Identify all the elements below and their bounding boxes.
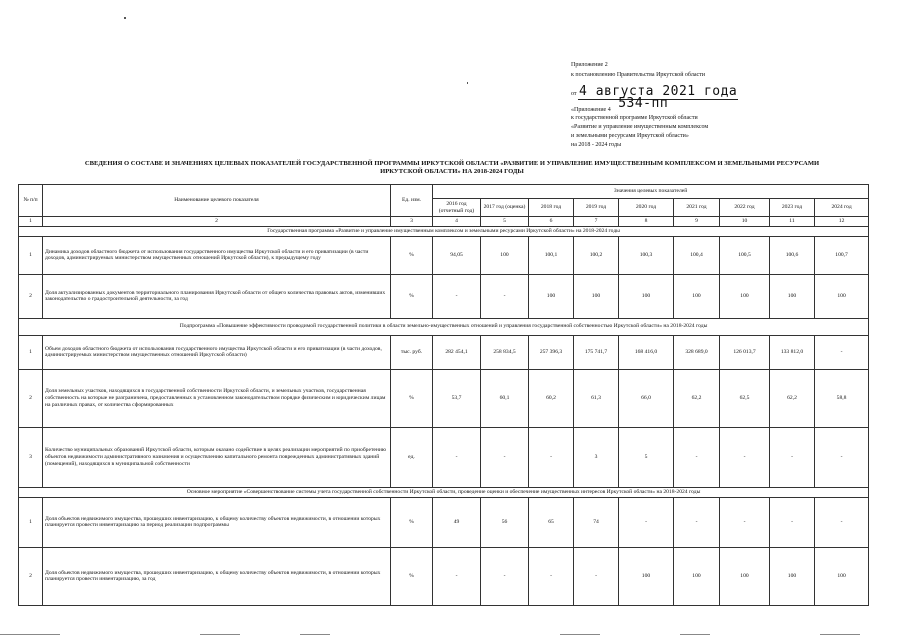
row-value: 100 (815, 547, 869, 605)
row-num: 1 (19, 497, 43, 547)
table-row (19, 497, 869, 547)
row-value: - (433, 274, 481, 318)
row-unit: % (391, 274, 433, 318)
row-value: 100 (619, 547, 674, 605)
row-value: 74 (574, 497, 619, 547)
row-value: 100 (720, 274, 770, 318)
col-number: 7 (574, 217, 619, 227)
document-title (18, 160, 886, 176)
row-value: 62,2 (674, 369, 720, 427)
row-value: 100,3 (619, 236, 674, 274)
appendix-program-name: «Развитие и управление имущественным комплексом (571, 124, 709, 130)
row-value: - (481, 547, 529, 605)
row-unit: % (391, 497, 433, 547)
col-number: 6 (529, 217, 574, 227)
header-2024: 2024 год (815, 199, 869, 217)
row-value: 133 812,0 (770, 335, 815, 369)
column-numbers-row (19, 217, 869, 227)
row-value: 100 (529, 274, 574, 318)
appendix-program: к государственной программе Иркутской области (571, 115, 698, 121)
row-name: Объем доходов областного бюджета от использования государственного имущества Иркутской области и его приватизации (в части доходов, администрируемых министерством имущественных отношений Иркутской области) (43, 335, 391, 369)
row-value: 65 (529, 497, 574, 547)
row-value: 257 396,3 (529, 335, 574, 369)
appendix-ref: «Приложение 4 (571, 107, 611, 113)
row-value: - (674, 427, 720, 487)
document-title-line2: ИРКУТСКОЙ ОБЛАСТИ» НА 2018-2024 ГОДЫ (380, 168, 524, 175)
row-value: 100 (815, 274, 869, 318)
row-value: - (815, 497, 869, 547)
col-number: 11 (770, 217, 815, 227)
header-2022: 2022 год (720, 199, 770, 217)
row-value: 58,8 (815, 369, 869, 427)
header-name: Наименование целевого показателя (43, 185, 391, 217)
row-value: 100 (619, 274, 674, 318)
row-unit: % (391, 236, 433, 274)
row-value: 175 741,7 (574, 335, 619, 369)
col-number: 9 (674, 217, 720, 227)
scan-edge-artifact (680, 634, 710, 635)
row-unit: ед. (391, 427, 433, 487)
row-value: - (574, 547, 619, 605)
header-num: № п/п (19, 185, 43, 217)
scan-edge-artifact (560, 634, 600, 635)
row-value: 100 (674, 547, 720, 605)
row-value: - (619, 497, 674, 547)
row-num: 2 (19, 274, 43, 318)
row-value: 100,6 (770, 236, 815, 274)
indicators-table (18, 184, 869, 606)
row-value: 100 (574, 274, 619, 318)
row-value: 100 (770, 274, 815, 318)
header-unit: Ед. изм. (391, 185, 433, 217)
row-value: 66,0 (619, 369, 674, 427)
row-value: 328 689,0 (674, 335, 720, 369)
header-2021: 2021 год (674, 199, 720, 217)
row-value: 126 013,7 (720, 335, 770, 369)
col-number: 4 (433, 217, 481, 227)
appendix-resolution: к постановлению Правительства Иркутской области (571, 72, 705, 78)
row-unit: % (391, 547, 433, 605)
col-number: 12 (815, 217, 869, 227)
row-num: 1 (19, 236, 43, 274)
row-num: 1 (19, 335, 43, 369)
row-value: 258 834,5 (481, 335, 529, 369)
section-subprogram: Подпрограмма «Повышение эффективности проводимой государственной политики в области земельно-имущественных отношений и управления государственной собственностью Иркутской области» на 2018-2024 годы (19, 318, 869, 335)
row-value: 100,5 (720, 236, 770, 274)
table-row (19, 547, 869, 605)
resolution-number: 534-пп (618, 96, 669, 111)
section-program: Государственная программа «Развитие и управление имущественным комплексом и земельными ресурсами Иркутской области» на 2018-2024 годы (19, 227, 869, 237)
row-value: 62,2 (770, 369, 815, 427)
row-value: 100,1 (529, 236, 574, 274)
resolution-date: 4 августа 2021 года (579, 84, 738, 99)
table-row (19, 335, 869, 369)
row-value: 100 (674, 274, 720, 318)
row-num: 2 (19, 547, 43, 605)
row-value: 100 (481, 236, 529, 274)
row-value: 49 (433, 497, 481, 547)
row-unit: тыс. руб. (391, 335, 433, 369)
row-value: - (433, 547, 481, 605)
row-value: 3 (574, 427, 619, 487)
row-value: - (529, 547, 574, 605)
appendix-title: Приложение 2 (571, 62, 608, 68)
appendix-program-name-2: и земельными ресурсами Иркутской области» (571, 133, 689, 139)
scan-edge-artifact (300, 634, 330, 635)
appendix-program-years: на 2018 - 2024 годы (571, 142, 622, 148)
section-main-activity: Основное мероприятие «Совершенствование системы учета государственной собственности Иркутской области, проведение оценки и обеспечение имущественных интересов Иркутской области» на 2018-2024 годы (19, 487, 869, 497)
header-2019: 2019 год (574, 199, 619, 217)
col-number: 2 (43, 217, 391, 227)
row-value: - (720, 427, 770, 487)
scan-edge-artifact (820, 634, 860, 635)
row-value: - (674, 497, 720, 547)
row-value: 60,2 (529, 369, 574, 427)
row-value: 100 (720, 547, 770, 605)
row-value: 60,1 (481, 369, 529, 427)
row-num: 2 (19, 369, 43, 427)
row-value: - (815, 427, 869, 487)
row-value: 62,5 (720, 369, 770, 427)
row-value: 100,7 (815, 236, 869, 274)
header-values-group: Значения целевых показателей (433, 185, 869, 199)
row-value: - (481, 427, 529, 487)
table-row (19, 427, 869, 487)
col-number: 3 (391, 217, 433, 227)
header-2017: 2017 год (оценка) (481, 199, 529, 217)
row-name: Доля объектов недвижимого имущества, прошедших инвентаризацию, к общему количеству объектов недвижимости, в отношении которых планируется провести инвентаризацию, за год (43, 547, 391, 605)
row-value: - (433, 427, 481, 487)
row-value: - (481, 274, 529, 318)
col-number: 8 (619, 217, 674, 227)
row-value: - (770, 497, 815, 547)
date-prefix: от (571, 91, 577, 97)
row-value: - (815, 335, 869, 369)
row-value: 100,4 (674, 236, 720, 274)
scan-edge-artifact (200, 634, 240, 635)
row-value: 282 454,1 (433, 335, 481, 369)
header-2020: 2020 год (619, 199, 674, 217)
table-row (19, 236, 869, 274)
row-value: - (720, 497, 770, 547)
table-row (19, 369, 869, 427)
header-2023: 2023 год (770, 199, 815, 217)
row-value: 168 416,0 (619, 335, 674, 369)
scan-speck (124, 17, 126, 19)
row-value: 61,3 (574, 369, 619, 427)
row-num: 3 (19, 427, 43, 487)
row-name: Доля актуализированных документов территориального планирования Иркутской области от общего количества правовых актов, изменивших законодательство о градостроительной деятельности, за год (43, 274, 391, 318)
row-value: - (529, 427, 574, 487)
row-value: - (770, 427, 815, 487)
table-row (19, 274, 869, 318)
header-2018: 2018 год (529, 199, 574, 217)
row-value: 100,2 (574, 236, 619, 274)
row-name: Доля земельных участков, находящихся в государственной собственности Иркутской области, и земельных участков, государственная собственность на которые не разграничена, предоставленных в установленном законодательством порядке физическим и юридическим лицам на различных правах, от количества сформированных (43, 369, 391, 427)
row-value: 94,05 (433, 236, 481, 274)
document-title-line1: СВЕДЕНИЯ О СОСТАВЕ И ЗНАЧЕНИЯХ ЦЕЛЕВЫХ ПОКАЗАТЕЛЕЙ ГОСУДАРСТВЕННОЙ ПРОГРАММЫ ИРКУТСКОЙ ОБЛАСТИ «РАЗВИТИЕ И УПРАВЛЕНИЕ ИМУЩЕСТВЕННЫМ КОМПЛЕКСОМ И ЗЕМЕЛЬНЫМИ РЕСУРСАМИ (84, 160, 820, 167)
row-value: 56 (481, 497, 529, 547)
row-name: Доля объектов недвижимого имущества, прошедших инвентаризацию, к общему количеству объектов недвижимости, в отношении которых планируется провести инвентаризацию за период реализации подпрограммы (43, 497, 391, 547)
row-name: Динамика доходов областного бюджета от использования государственного имущества Иркутской области и его приватизации (в части доходов, администрируемых министерством имущественных отношений Иркутской области), к предыдущему году (43, 236, 391, 274)
row-value: 53,7 (433, 369, 481, 427)
scan-speck (467, 82, 468, 84)
row-unit: % (391, 369, 433, 427)
row-value: 5 (619, 427, 674, 487)
row-value: 100 (770, 547, 815, 605)
col-number: 5 (481, 217, 529, 227)
scan-edge-artifact (0, 634, 60, 635)
col-number: 1 (19, 217, 43, 227)
col-number: 10 (720, 217, 770, 227)
row-name: Количество муниципальных образований Иркутской области, которым оказано содействие в целях реализации мероприятий по приобретению объектов недвижимости административного назначения и осуществлению капитального ремонта поврежденных административных зданий (помещений), находящихся в муниципальной собственности (43, 427, 391, 487)
header-2016: 2016 год (отчетный год) (433, 199, 481, 217)
